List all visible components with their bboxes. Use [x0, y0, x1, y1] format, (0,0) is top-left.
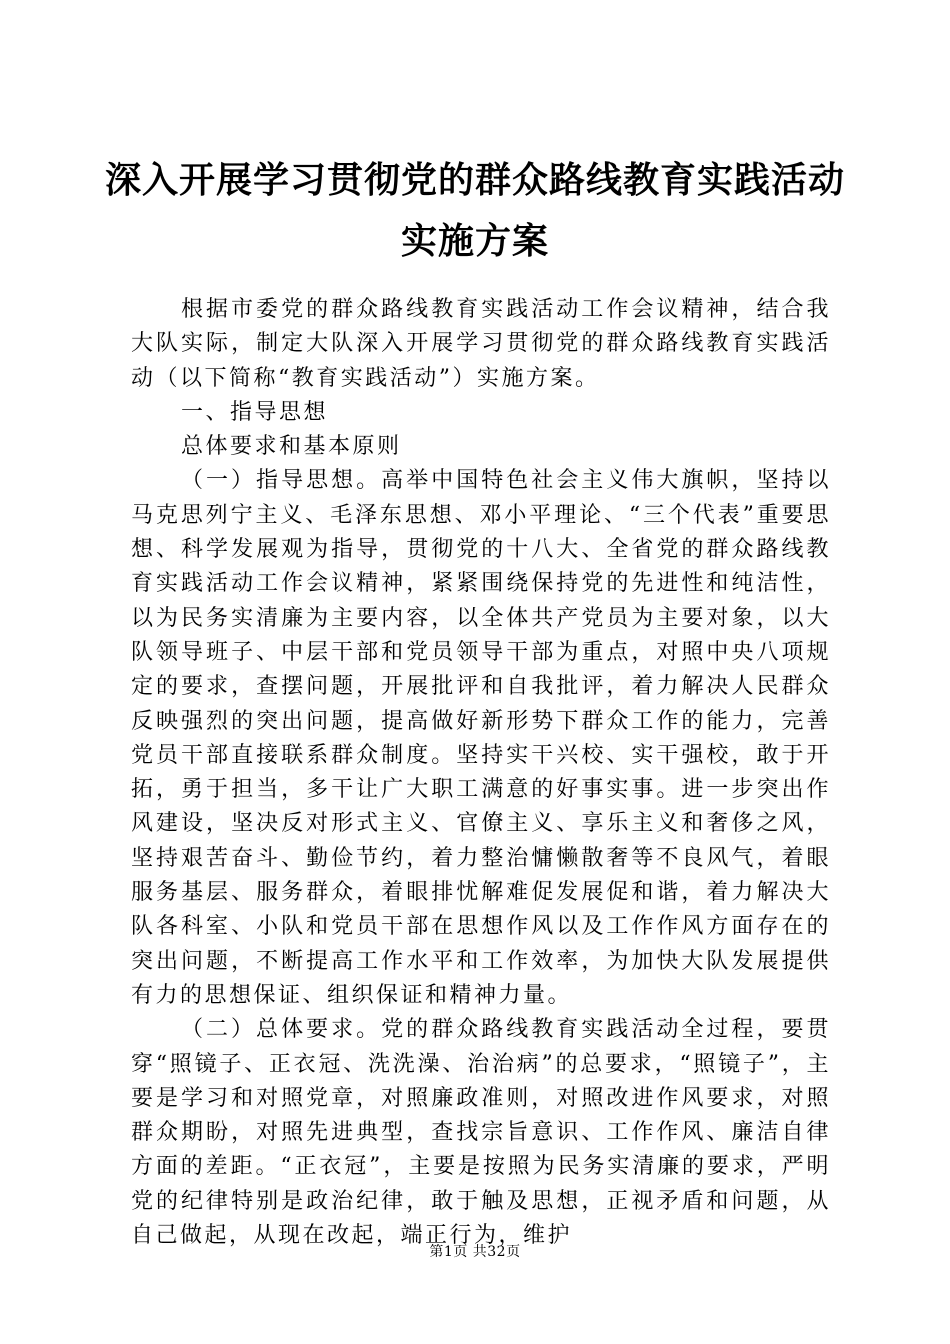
document-title-line-1: 深入开展学习贯彻党的群众路线教育实践活动: [104, 159, 845, 201]
section-heading: 一、指导思想: [181, 399, 329, 425]
document-body: [131, 293, 831, 1253]
guiding-ideology-paragraph: （一）指导思想。高举中国特色社会主义伟大旗帜，坚持以马克思列宁主义、毛泽东思想、邓小平理论、“三个代表”重要思想、科学发展观为指导，贯彻党的十八大、全省党的群众路线教育实践活动工作会议精神，紧紧围绕保持党的先进性和纯洁性，以为民务实清廉为主要内容，以全体共产党员为主要对象，以大队领导班子、中层干部和党员领导干部为重点，对照中央八项规定的要求，查摆问题，开展批评和自我批评，着力解决人民群众反映强烈的突出问题，提高做好新形势下群众工作的能力，完善党员干部直接联系群众制度。坚持实干兴校、实干强校，敢于开拓，勇于担当，多干让广大职工满意的好事实事。进一步突出作风建设，坚决反对形式主义、官僚主义、享乐主义和奢侈之风，坚持艰苦奋斗、勤俭节约，着力整治慵懒散奢等不良风气，着眼服务基层、服务群众，着眼排忧解难促发展促和谐，着力解决大队各科室、小队和党员干部在思想作风以及工作作风方面存在的突出问题，不断提高工作水平和工作效率，为加快大队发展提供有力的思想保证、组织保证和精神力量。: [131, 468, 831, 1008]
page-footer: 第1页 共32页: [429, 1244, 521, 1260]
section-subheading: 总体要求和基本原则: [181, 434, 402, 460]
document-title-line-2: 实施方案: [400, 220, 549, 262]
general-requirements-paragraph: （二）总体要求。党的群众路线教育实践活动全过程，要贯穿“照镜子、正衣冠、洗洗澡、治治病”的总要求，“照镜子”，主要是学习和对照党章，对照廉政准则，对照改进作风要求，对照群众期盼，对照先进典型，查找宗旨意识、工作作风、廉洁自律方面的差距。“正衣冠”，主要是按照为民务实清廉的要求，严明党的纪律特别是政治纪律，敢于触及思想，正视矛盾和问题，从自己做起，从现在改起，端正行为，维护: [131, 1017, 831, 1249]
intro-paragraph: 根据市委党的群众路线教育实践活动工作会议精神，结合我大队实际，制定大队深入开展学习贯彻党的群众路线教育实践活动（以下简称“教育实践活动”）实施方案。: [131, 297, 831, 391]
